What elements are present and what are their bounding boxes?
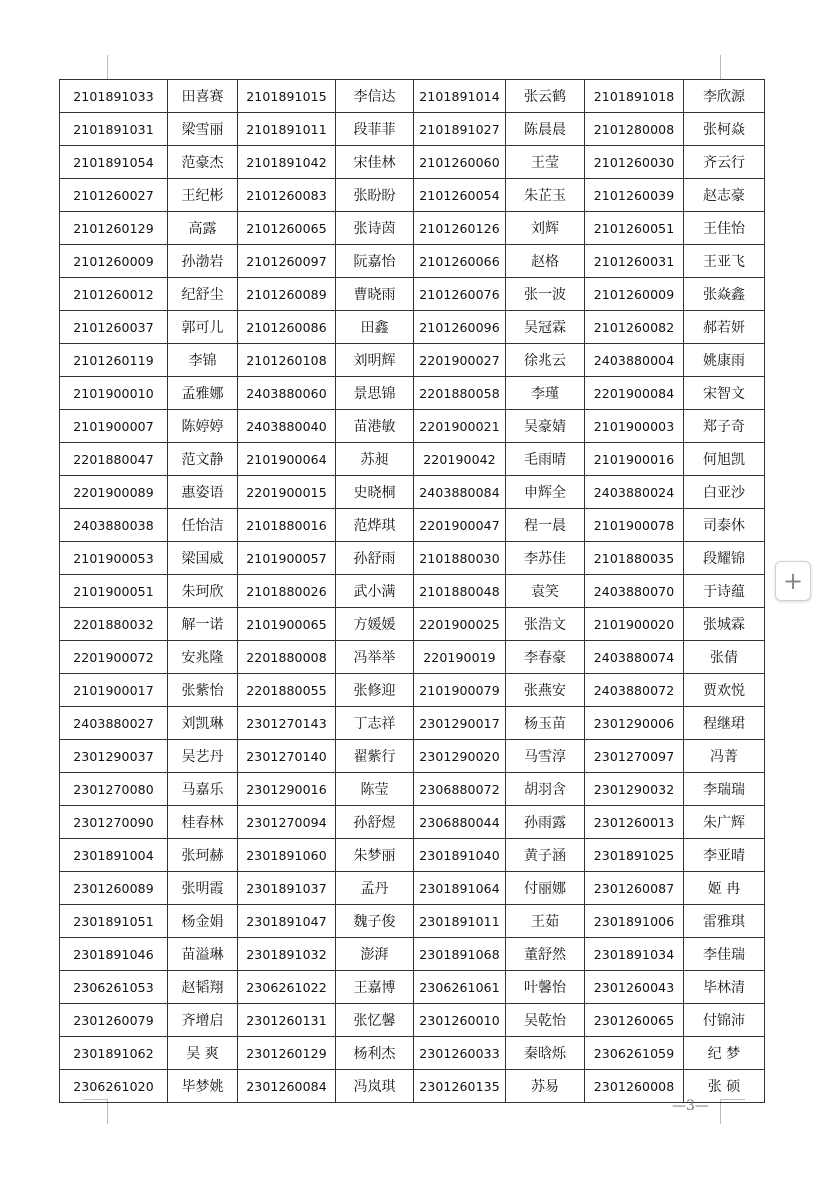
table-row: [60, 707, 765, 740]
student-id-cell: 2306261061: [414, 971, 506, 1004]
student-name-cell: 陈晨晨: [506, 113, 585, 146]
student-name-cell: 张盼盼: [336, 179, 414, 212]
student-id-cell: 2301260043: [585, 971, 684, 1004]
student-name-cell: 郑子奇: [684, 410, 765, 443]
table-row: [60, 443, 765, 476]
table-row: [60, 245, 765, 278]
student-name-cell: 张珂赫: [168, 839, 238, 872]
student-name-cell: 苗港敏: [336, 410, 414, 443]
student-id-cell: 2301260010: [414, 1004, 506, 1037]
student-name-cell: 付丽娜: [506, 872, 585, 905]
student-id-cell: 2306261059: [585, 1037, 684, 1070]
student-id-cell: 2301270080: [60, 773, 168, 806]
student-name-cell: 冯岚琪: [336, 1070, 414, 1103]
student-name-cell: 程继珺: [684, 707, 765, 740]
student-id-cell: 2301891032: [238, 938, 336, 971]
table-row: [60, 773, 765, 806]
student-id-cell: 2301891064: [414, 872, 506, 905]
student-name-cell: 姚康雨: [684, 344, 765, 377]
student-name-cell: 张燕安: [506, 674, 585, 707]
student-id-cell: 2403880040: [238, 410, 336, 443]
student-id-cell: 2101900078: [585, 509, 684, 542]
table-row: [60, 905, 765, 938]
student-name-cell: 方媛媛: [336, 608, 414, 641]
student-id-cell: 2301290016: [238, 773, 336, 806]
student-name-cell: 朱广辉: [684, 806, 765, 839]
student-name-cell: 刘明辉: [336, 344, 414, 377]
student-id-cell: 2101260065: [238, 212, 336, 245]
student-name-cell: 孙舒煜: [336, 806, 414, 839]
student-id-cell: 2201880047: [60, 443, 168, 476]
student-name-cell: 董舒然: [506, 938, 585, 971]
student-id-cell: 2301260129: [238, 1037, 336, 1070]
student-id-cell: 2101900007: [60, 410, 168, 443]
student-name-cell: 张焱鑫: [684, 278, 765, 311]
table-row: [60, 80, 765, 113]
roster-table: [59, 79, 765, 1103]
student-name-cell: 王纪彬: [168, 179, 238, 212]
table-row: [60, 839, 765, 872]
student-name-cell: 白亚沙: [684, 476, 765, 509]
student-id-cell: 2403880084: [414, 476, 506, 509]
student-name-cell: 张倩: [684, 641, 765, 674]
student-id-cell: 2301290020: [414, 740, 506, 773]
student-name-cell: 郝若妍: [684, 311, 765, 344]
student-name-cell: 李春豪: [506, 641, 585, 674]
student-name-cell: 杨玉苗: [506, 707, 585, 740]
student-id-cell: 2101260031: [585, 245, 684, 278]
student-id-cell: 2101260030: [585, 146, 684, 179]
table-row: [60, 146, 765, 179]
student-id-cell: 220190042: [414, 443, 506, 476]
student-name-cell: 高露: [168, 212, 238, 245]
student-name-cell: 张明霞: [168, 872, 238, 905]
student-id-cell: 2101891031: [60, 113, 168, 146]
student-id-cell: 2403880038: [60, 509, 168, 542]
student-name-cell: 田鑫: [336, 311, 414, 344]
table-row: [60, 641, 765, 674]
student-name-cell: 刘凯琳: [168, 707, 238, 740]
student-name-cell: 纪 梦: [684, 1037, 765, 1070]
student-id-cell: 2101900003: [585, 410, 684, 443]
student-id-cell: 2101891027: [414, 113, 506, 146]
table-row: [60, 971, 765, 1004]
student-id-cell: 2301260084: [238, 1070, 336, 1103]
table-row: [60, 1070, 765, 1103]
student-name-cell: 段耀锦: [684, 542, 765, 575]
student-name-cell: 张诗茵: [336, 212, 414, 245]
student-name-cell: 李佳瑞: [684, 938, 765, 971]
student-id-cell: 2101891011: [238, 113, 336, 146]
table-row: [60, 410, 765, 443]
student-name-cell: 张柯焱: [684, 113, 765, 146]
student-name-cell: 惠姿语: [168, 476, 238, 509]
student-name-cell: 张紫怡: [168, 674, 238, 707]
page-number: —3—: [672, 1098, 709, 1114]
student-id-cell: 2301270143: [238, 707, 336, 740]
student-name-cell: 王嘉博: [336, 971, 414, 1004]
student-id-cell: 2201900027: [414, 344, 506, 377]
plus-icon: +: [782, 567, 804, 595]
student-name-cell: 苏昶: [336, 443, 414, 476]
student-name-cell: 孟丹: [336, 872, 414, 905]
student-id-cell: 2101880016: [238, 509, 336, 542]
student-name-cell: 冯菁: [684, 740, 765, 773]
table-row: [60, 542, 765, 575]
student-id-cell: 2101900079: [414, 674, 506, 707]
student-id-cell: 2201900047: [414, 509, 506, 542]
student-name-cell: 苗溢琳: [168, 938, 238, 971]
student-name-cell: 李锦: [168, 344, 238, 377]
student-id-cell: 2201880058: [414, 377, 506, 410]
student-id-cell: 2101891042: [238, 146, 336, 179]
student-id-cell: 2101891033: [60, 80, 168, 113]
student-id-cell: 2301290032: [585, 773, 684, 806]
student-name-cell: 毛雨晴: [506, 443, 585, 476]
student-name-cell: 刘辉: [506, 212, 585, 245]
student-name-cell: 司泰休: [684, 509, 765, 542]
student-id-cell: 2101280008: [585, 113, 684, 146]
student-id-cell: 2403880060: [238, 377, 336, 410]
student-id-cell: 2301891060: [238, 839, 336, 872]
student-id-cell: 2101260039: [585, 179, 684, 212]
margin-corner-top-left: [83, 55, 108, 80]
student-name-cell: 杨金娟: [168, 905, 238, 938]
student-name-cell: 范文静: [168, 443, 238, 476]
student-name-cell: 武小满: [336, 575, 414, 608]
student-name-cell: 范烨琪: [336, 509, 414, 542]
student-id-cell: 2301260089: [60, 872, 168, 905]
student-name-cell: 赵格: [506, 245, 585, 278]
student-id-cell: 2101900064: [238, 443, 336, 476]
student-id-cell: 2306261053: [60, 971, 168, 1004]
student-id-cell: 2403880070: [585, 575, 684, 608]
student-id-cell: 2101260097: [238, 245, 336, 278]
student-id-cell: 2301260079: [60, 1004, 168, 1037]
student-name-cell: 徐兆云: [506, 344, 585, 377]
student-id-cell: 2101891014: [414, 80, 506, 113]
student-id-cell: 2101260066: [414, 245, 506, 278]
student-id-cell: 2301891051: [60, 905, 168, 938]
student-id-cell: 2101900065: [238, 608, 336, 641]
student-name-cell: 张忆馨: [336, 1004, 414, 1037]
student-name-cell: 叶馨怡: [506, 971, 585, 1004]
student-name-cell: 景思锦: [336, 377, 414, 410]
student-name-cell: 毕梦姚: [168, 1070, 238, 1103]
student-name-cell: 申辉全: [506, 476, 585, 509]
student-id-cell: 2301891006: [585, 905, 684, 938]
student-id-cell: 2101260009: [60, 245, 168, 278]
table-row: [60, 938, 765, 971]
student-name-cell: 李信达: [336, 80, 414, 113]
student-id-cell: 2101260089: [238, 278, 336, 311]
student-name-cell: 王茹: [506, 905, 585, 938]
student-id-cell: 2101900057: [238, 542, 336, 575]
table-row: [60, 740, 765, 773]
student-id-cell: 220190019: [414, 641, 506, 674]
student-name-cell: 秦晗烁: [506, 1037, 585, 1070]
student-id-cell: 2101880035: [585, 542, 684, 575]
table-row: [60, 377, 765, 410]
student-name-cell: 陈婷婷: [168, 410, 238, 443]
student-name-cell: 张 硕: [684, 1070, 765, 1103]
student-name-cell: 张云鹤: [506, 80, 585, 113]
table-row: [60, 179, 765, 212]
student-name-cell: 杨利杰: [336, 1037, 414, 1070]
student-name-cell: 纪舒尘: [168, 278, 238, 311]
student-name-cell: 何旭凯: [684, 443, 765, 476]
student-id-cell: 2101260051: [585, 212, 684, 245]
student-name-cell: 吴冠霖: [506, 311, 585, 344]
student-name-cell: 王亚飞: [684, 245, 765, 278]
student-id-cell: 2306261020: [60, 1070, 168, 1103]
student-name-cell: 阮嘉怡: [336, 245, 414, 278]
add-button[interactable]: [775, 561, 811, 601]
table-row: [60, 278, 765, 311]
student-id-cell: 2301270094: [238, 806, 336, 839]
student-name-cell: 赵韬翔: [168, 971, 238, 1004]
student-id-cell: 2101260060: [414, 146, 506, 179]
table-row: [60, 1037, 765, 1070]
student-name-cell: 姬 冉: [684, 872, 765, 905]
student-name-cell: 吴艺丹: [168, 740, 238, 773]
student-name-cell: 李欣源: [684, 80, 765, 113]
student-name-cell: 苏易: [506, 1070, 585, 1103]
student-name-cell: 毕林清: [684, 971, 765, 1004]
student-id-cell: 2101260027: [60, 179, 168, 212]
student-id-cell: 2101900017: [60, 674, 168, 707]
table-row: [60, 1004, 765, 1037]
student-id-cell: 2301891025: [585, 839, 684, 872]
student-id-cell: 2201880055: [238, 674, 336, 707]
student-name-cell: 史晓桐: [336, 476, 414, 509]
table-row: [60, 113, 765, 146]
student-id-cell: 2101260076: [414, 278, 506, 311]
table-row: [60, 476, 765, 509]
student-id-cell: 2403880072: [585, 674, 684, 707]
student-id-cell: 2101260054: [414, 179, 506, 212]
student-id-cell: 2403880024: [585, 476, 684, 509]
student-id-cell: 2201900015: [238, 476, 336, 509]
student-name-cell: 桂春林: [168, 806, 238, 839]
roster-table-body: [60, 80, 765, 1103]
table-row: [60, 311, 765, 344]
student-name-cell: 田喜赛: [168, 80, 238, 113]
student-id-cell: 2101891054: [60, 146, 168, 179]
student-name-cell: 王莹: [506, 146, 585, 179]
student-id-cell: 2301891004: [60, 839, 168, 872]
student-id-cell: 2101260083: [238, 179, 336, 212]
student-id-cell: 2301891040: [414, 839, 506, 872]
student-id-cell: 2101880026: [238, 575, 336, 608]
student-name-cell: 翟紫行: [336, 740, 414, 773]
student-name-cell: 朱芷玉: [506, 179, 585, 212]
student-id-cell: 2201880008: [238, 641, 336, 674]
student-name-cell: 梁雪丽: [168, 113, 238, 146]
student-id-cell: 2301891037: [238, 872, 336, 905]
student-id-cell: 2306880072: [414, 773, 506, 806]
student-id-cell: 2301891062: [60, 1037, 168, 1070]
student-name-cell: 黄子涵: [506, 839, 585, 872]
student-id-cell: 2301891034: [585, 938, 684, 971]
student-id-cell: 2301270140: [238, 740, 336, 773]
student-name-cell: 胡羽含: [506, 773, 585, 806]
student-name-cell: 孙渤岩: [168, 245, 238, 278]
student-id-cell: 2101260129: [60, 212, 168, 245]
student-id-cell: 2301290017: [414, 707, 506, 740]
student-name-cell: 曹晓雨: [336, 278, 414, 311]
student-id-cell: 2301290006: [585, 707, 684, 740]
student-id-cell: 2201880032: [60, 608, 168, 641]
student-id-cell: 2101260096: [414, 311, 506, 344]
student-name-cell: 朱珂欣: [168, 575, 238, 608]
student-id-cell: 2101260126: [414, 212, 506, 245]
student-id-cell: 2301260008: [585, 1070, 684, 1103]
table-row: [60, 575, 765, 608]
student-id-cell: 2101891015: [238, 80, 336, 113]
student-id-cell: 2301891011: [414, 905, 506, 938]
student-name-cell: 吴 爽: [168, 1037, 238, 1070]
student-name-cell: 李亚晴: [684, 839, 765, 872]
student-name-cell: 李瑾: [506, 377, 585, 410]
student-id-cell: 2101260082: [585, 311, 684, 344]
student-name-cell: 张修迎: [336, 674, 414, 707]
table-row: [60, 344, 765, 377]
margin-corner-top-right: [720, 55, 745, 80]
student-id-cell: 2101260037: [60, 311, 168, 344]
student-name-cell: 任怡洁: [168, 509, 238, 542]
table-row: [60, 674, 765, 707]
student-id-cell: 2201900089: [60, 476, 168, 509]
student-name-cell: 朱梦丽: [336, 839, 414, 872]
student-id-cell: 2306880044: [414, 806, 506, 839]
student-id-cell: 2301891068: [414, 938, 506, 971]
student-id-cell: 2201900084: [585, 377, 684, 410]
student-name-cell: 孙雨露: [506, 806, 585, 839]
student-name-cell: 安兆隆: [168, 641, 238, 674]
student-id-cell: 2101900053: [60, 542, 168, 575]
student-name-cell: 解一诺: [168, 608, 238, 641]
student-name-cell: 付锦沛: [684, 1004, 765, 1037]
student-name-cell: 雷雅琪: [684, 905, 765, 938]
student-name-cell: 张城霖: [684, 608, 765, 641]
student-id-cell: 2301260013: [585, 806, 684, 839]
table-row: [60, 872, 765, 905]
student-id-cell: 2301260065: [585, 1004, 684, 1037]
table-row: [60, 212, 765, 245]
student-id-cell: 2101260119: [60, 344, 168, 377]
student-id-cell: 2301260033: [414, 1037, 506, 1070]
student-name-cell: 赵志豪: [684, 179, 765, 212]
student-name-cell: 吴乾怡: [506, 1004, 585, 1037]
student-name-cell: 范豪杰: [168, 146, 238, 179]
student-id-cell: 2301260087: [585, 872, 684, 905]
table-row: [60, 608, 765, 641]
student-name-cell: 程一晨: [506, 509, 585, 542]
student-name-cell: 澎湃: [336, 938, 414, 971]
student-id-cell: 2301891047: [238, 905, 336, 938]
student-name-cell: 丁志祥: [336, 707, 414, 740]
student-id-cell: 2101900020: [585, 608, 684, 641]
student-id-cell: 2101260086: [238, 311, 336, 344]
student-id-cell: 2301270097: [585, 740, 684, 773]
student-name-cell: 宋智文: [684, 377, 765, 410]
student-id-cell: 2201900072: [60, 641, 168, 674]
student-name-cell: 齐增启: [168, 1004, 238, 1037]
student-id-cell: 2101260108: [238, 344, 336, 377]
student-id-cell: 2403880074: [585, 641, 684, 674]
student-id-cell: 2403880004: [585, 344, 684, 377]
student-id-cell: 2301260131: [238, 1004, 336, 1037]
student-name-cell: 孙舒雨: [336, 542, 414, 575]
student-name-cell: 袁笑: [506, 575, 585, 608]
student-name-cell: 魏子俊: [336, 905, 414, 938]
student-name-cell: 李瑞瑞: [684, 773, 765, 806]
student-id-cell: 2201900021: [414, 410, 506, 443]
student-name-cell: 张浩文: [506, 608, 585, 641]
student-id-cell: 2301260135: [414, 1070, 506, 1103]
student-name-cell: 冯举举: [336, 641, 414, 674]
student-id-cell: 2403880027: [60, 707, 168, 740]
student-name-cell: 马嘉乐: [168, 773, 238, 806]
student-name-cell: 郭可儿: [168, 311, 238, 344]
student-id-cell: 2101891018: [585, 80, 684, 113]
student-id-cell: 2306261022: [238, 971, 336, 1004]
student-name-cell: 陈莹: [336, 773, 414, 806]
student-name-cell: 于诗蕴: [684, 575, 765, 608]
student-id-cell: 2101900016: [585, 443, 684, 476]
table-row: [60, 509, 765, 542]
student-id-cell: 2101900010: [60, 377, 168, 410]
student-name-cell: 齐云行: [684, 146, 765, 179]
student-id-cell: 2101260009: [585, 278, 684, 311]
student-name-cell: 贾欢悦: [684, 674, 765, 707]
student-name-cell: 宋佳林: [336, 146, 414, 179]
student-name-cell: 李苏佳: [506, 542, 585, 575]
student-name-cell: 段菲菲: [336, 113, 414, 146]
student-name-cell: 梁国威: [168, 542, 238, 575]
student-name-cell: 王佳怡: [684, 212, 765, 245]
student-id-cell: 2101880048: [414, 575, 506, 608]
table-row: [60, 806, 765, 839]
student-id-cell: 2101880030: [414, 542, 506, 575]
student-name-cell: 孟雅娜: [168, 377, 238, 410]
student-name-cell: 吴豪婧: [506, 410, 585, 443]
student-id-cell: 2101900051: [60, 575, 168, 608]
student-name-cell: 张一波: [506, 278, 585, 311]
student-id-cell: 2301290037: [60, 740, 168, 773]
student-id-cell: 2301891046: [60, 938, 168, 971]
student-id-cell: 2301270090: [60, 806, 168, 839]
student-id-cell: 2201900025: [414, 608, 506, 641]
student-id-cell: 2101260012: [60, 278, 168, 311]
student-name-cell: 马雪淳: [506, 740, 585, 773]
